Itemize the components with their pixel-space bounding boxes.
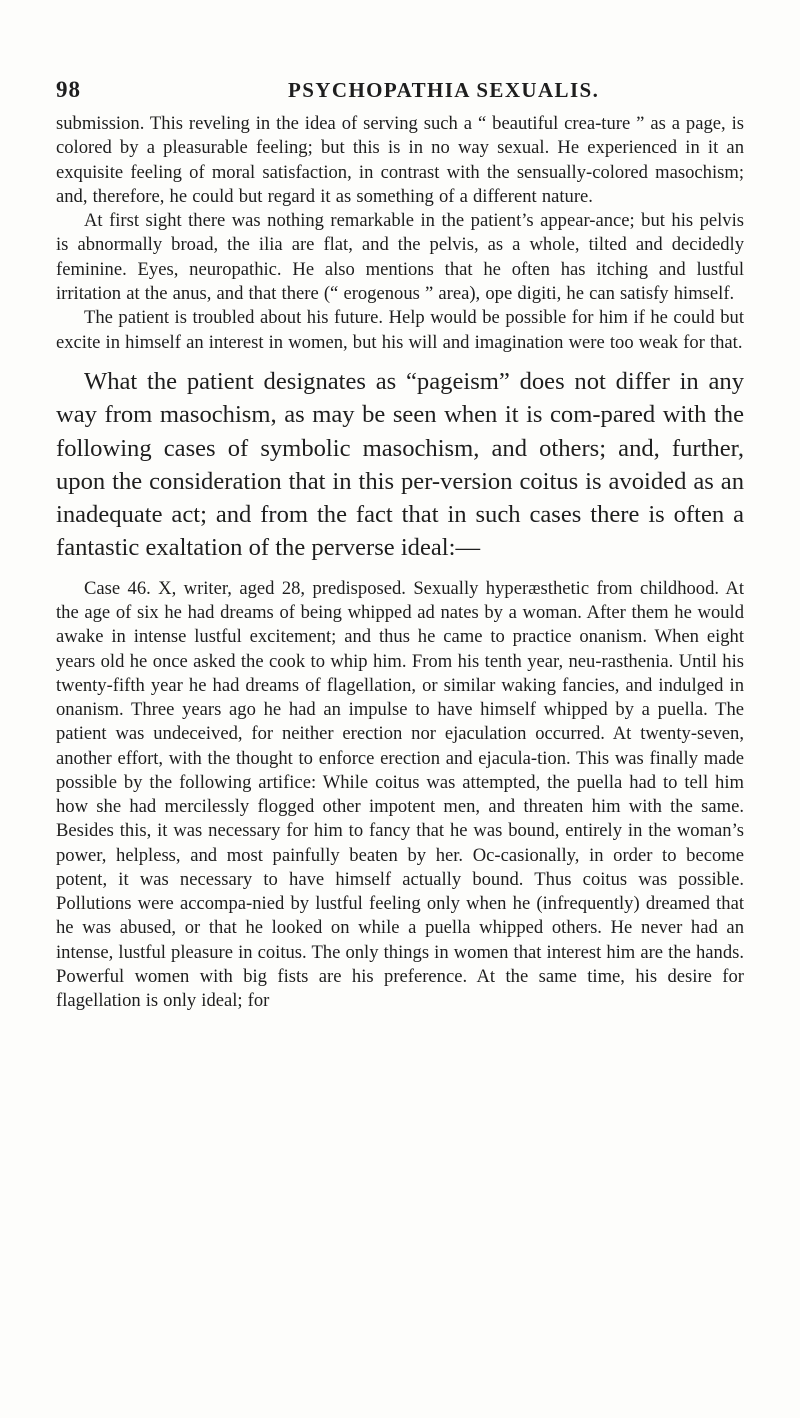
paragraph-commentary: What the patient designates as “pageism” does not differ in any way from masochism, as may be seen when it is com-pared with the following cases of symbolic masochism, and others; and, further, upon the consideration that in this per-version coitus is avoided as an inadequate act; and from the fact that in such cases there is often a fantastic exaltation of the perverse ideal:— bbox=[56, 367, 744, 562]
paragraph-page-continuation: submission. This reveling in the idea of serving such a “ beautiful crea-ture ” as a page, is colored by a pleasurable feeling; but this is in no way sexual. He experienced in it an exquisite feeling of moral satisfaction, in contrast with the sensually-colored masochism; and, therefore, he could but regard it as something of a different nature. bbox=[56, 113, 744, 207]
page-body bbox=[56, 112, 744, 1013]
page-header bbox=[56, 77, 744, 103]
running-title: PSYCHOPATHIA SEXUALIS. bbox=[288, 78, 600, 102]
paragraph-prognosis: The patient is troubled about his future. Help would be possible for him if he could but excite in himself an interest in women, but his will and imagination were too weak for that. bbox=[56, 307, 744, 353]
paragraph-case-46: Case 46. X, writer, aged 28, predisposed. Sexually hyperæsthetic from childhood. At the age of six he had dreams of being whipped ad nates by a woman. After them he would awake in intense lustful excitement; and thus he came to practice onanism. When eight years old he once asked the cook to whip him. From his tenth year, neu-rasthenia. Until his twenty-fifth year he had dreams of flagellation, or similar waking fancies, and indulged in onanism. Three years ago he had an impulse to have himself whipped by a puella. The patient was undeceived, for neither erection nor ejaculation occurred. At twenty-seven, another effort, with the thought to enforce erection and ejacula-tion. This was finally made possible by the following artifice: While coitus was attempted, the puella had to tell him how she had mercilessly flogged other impotent men, and threaten him with the same. Besides this, it was necessary for him to fancy that he was bound, entirely in the woman’s power, helpless, and most painfully beaten by her. Oc-casionally, in order to become potent, it was necessary to have himself actually bound. Thus coitus was possible. Pollutions were accompa-nied by lustful feeling only when he (infrequently) dreamed that he was abused, or that he looked on while a puella whipped others. He never had an intense, lustful pleasure in coitus. The only things in women that interest him are the hands. Powerful women with big fists are his preference. At the same time, his desire for flagellation is only ideal; for bbox=[56, 577, 744, 1011]
paragraph-physical-description: At first sight there was nothing remarkable in the patient’s appear-ance; but his pelvis is abnormally broad, the ilia are flat, and the pelvis, as a whole, tilted and decidedly feminine. Eyes, neuropathic. He also mentions that he often has itching and lustful irritation at the anus, and that there (“ erogenous ” area), ope digiti, he can satisfy himself. bbox=[56, 210, 744, 305]
page-number: 98 bbox=[56, 77, 81, 102]
